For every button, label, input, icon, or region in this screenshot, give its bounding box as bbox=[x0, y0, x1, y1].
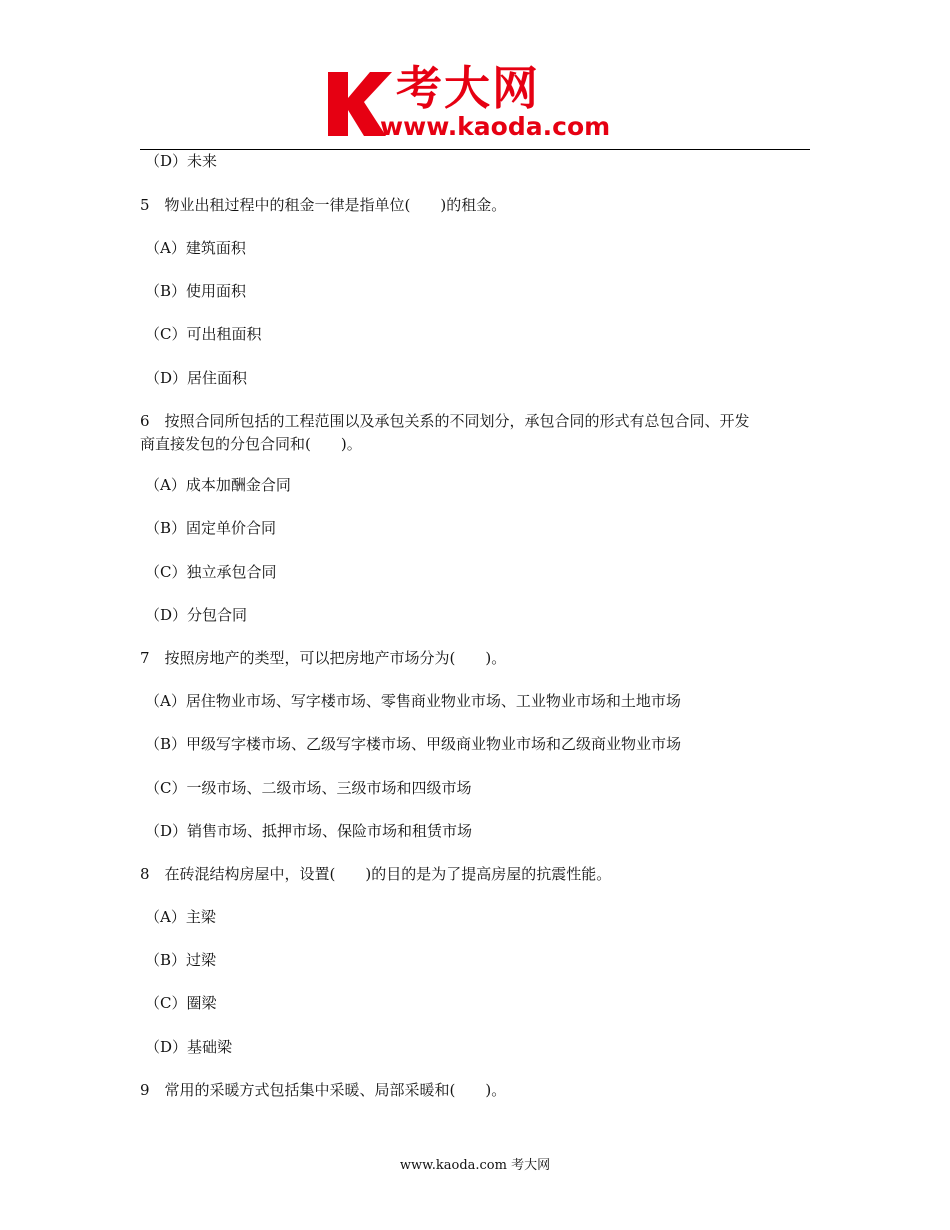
option-line: （B）使用面积 bbox=[145, 282, 247, 300]
option-line: （B）固定单价合同 bbox=[145, 519, 277, 537]
option-line: （A）主梁 bbox=[145, 908, 216, 926]
option-line: （D）居住面积 bbox=[145, 369, 248, 387]
option-line: （A）居住物业市场、写字楼市场、零售商业物业市场、工业物业市场和土地市场 bbox=[145, 692, 681, 710]
option-line: （D）基础梁 bbox=[145, 1038, 233, 1056]
option-line: （D）分包合同 bbox=[145, 606, 248, 624]
option-line: （C）一级市场、二级市场、三级市场和四级市场 bbox=[145, 779, 472, 797]
logo-url: www.kaoda.com bbox=[380, 112, 611, 141]
question-7: 7 按照房地产的类型，可以把房地产市场分为( )。 bbox=[140, 649, 507, 667]
question-6-cont: 商直接发包的分包合同和( )。 bbox=[140, 435, 362, 453]
option-line: （B）过梁 bbox=[145, 951, 217, 969]
question-9: 9 常用的采暖方式包括集中采暖、局部采暖和( )。 bbox=[140, 1081, 507, 1099]
question-5: 5 物业出租过程中的租金一律是指单位( )的租金。 bbox=[140, 196, 507, 214]
option-line: （B）甲级写字楼市场、乙级写字楼市场、甲级商业物业市场和乙级商业物业市场 bbox=[145, 735, 682, 753]
page-footer: www.kaoda.com 考大网 bbox=[399, 1158, 551, 1173]
option-line: （C）圈梁 bbox=[145, 994, 217, 1012]
option-line: （D）未来 bbox=[145, 152, 218, 170]
site-logo bbox=[326, 60, 636, 142]
option-line: （C）可出租面积 bbox=[145, 325, 262, 343]
option-line: （A）成本加酬金合同 bbox=[145, 476, 291, 494]
option-line: （D）销售市场、抵押市场、保险市场和租赁市场 bbox=[145, 822, 473, 840]
question-8: 8 在砖混结构房屋中，设置( )的目的是为了提高房屋的抗震性能。 bbox=[140, 865, 612, 883]
option-line: （A）建筑面积 bbox=[145, 239, 246, 257]
question-6: 6 按照合同所包括的工程范围以及承包关系的不同划分，承包合同的形式有总包合同、开发 bbox=[140, 412, 750, 430]
logo-chinese-name: 考大网 bbox=[396, 61, 540, 115]
option-line: （C）独立承包合同 bbox=[145, 563, 277, 581]
